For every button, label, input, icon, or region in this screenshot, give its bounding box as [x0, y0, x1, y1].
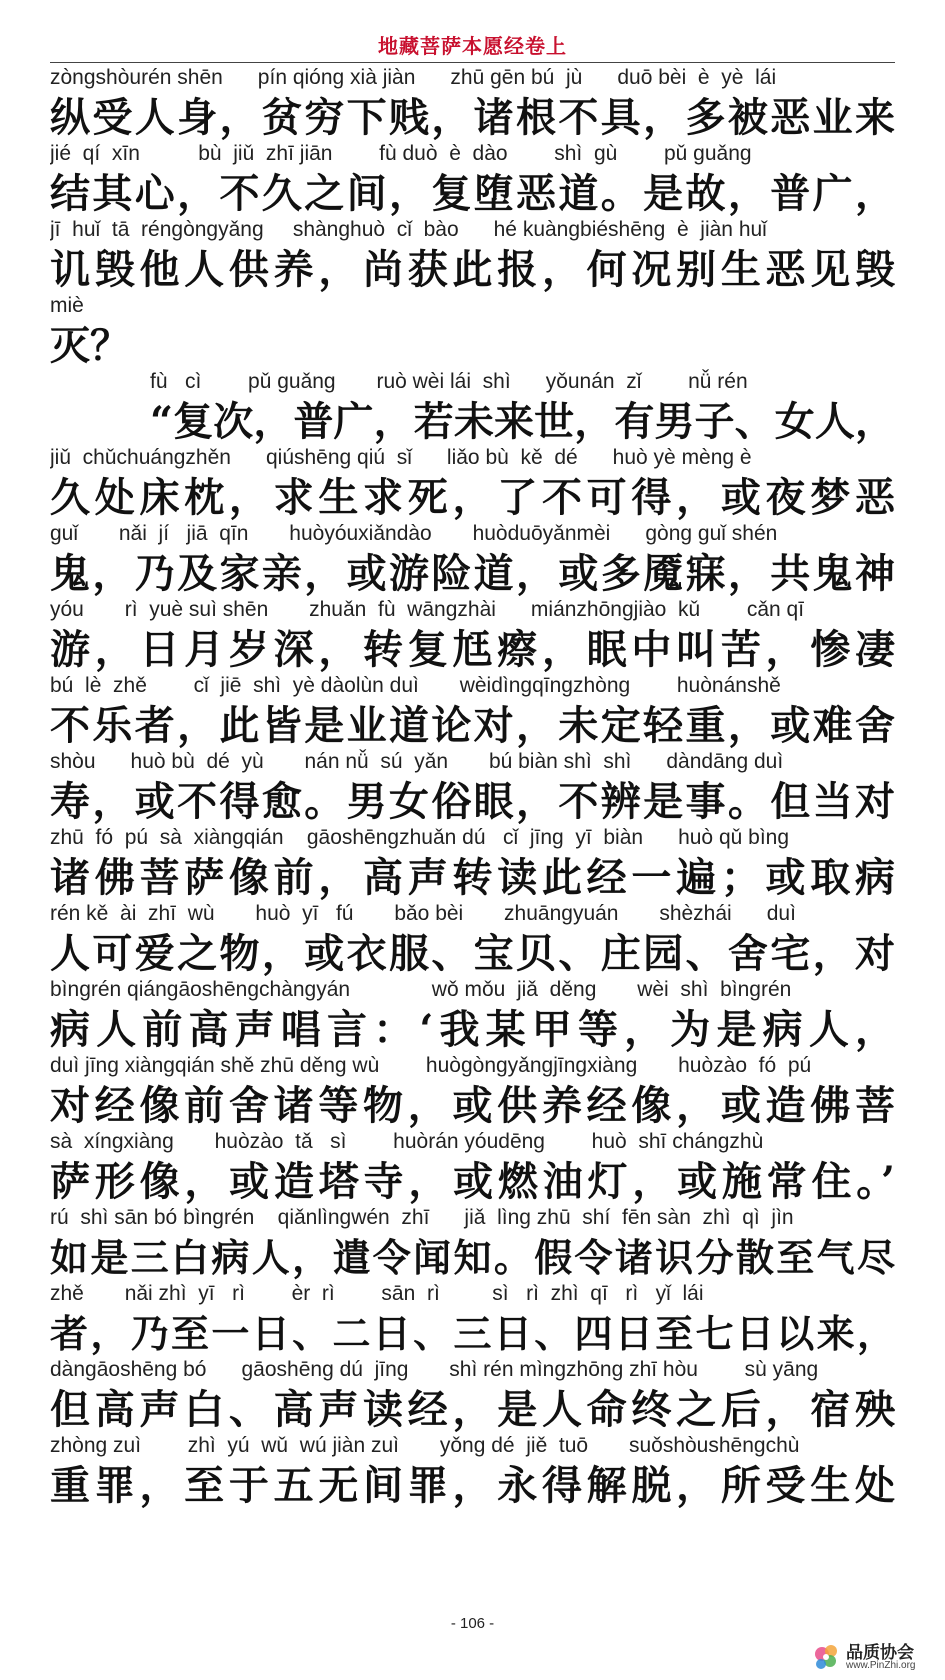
hanzi-row: 萨形像，或造塔寺，或燃油灯，或施常住。’ — [50, 1158, 895, 1205]
hanzi-row: 人可爱之物，或衣服、宝贝、庄园、舍宅，对 — [50, 930, 895, 977]
hanzi-row: “复次，普广，若未来世，有男子、女人， — [150, 398, 895, 445]
pinyin-row: jī huǐ tā réngòngyǎng shànghuò cǐ bào hé kuàngbiéshēng è jiàn huǐ — [50, 218, 767, 241]
hanzi-row: 结其心，不久之间，复堕恶道。是故，普广， — [50, 170, 895, 217]
pinyin-row: shòu huò bù dé yù nán nǚ sú yǎn bú biàn shì shì dàndāng duì — [50, 750, 784, 773]
hanzi-row: 久处床枕，求生求死，了不可得，或夜梦恶 — [50, 474, 895, 521]
text-line — [50, 140, 895, 220]
pinyin-row: zhě nǎi zhì yī rì èr rì sān rì sì rì zhì qī rì yǐ lái — [50, 1282, 704, 1305]
pinyin-row: duì jīng xiàngqián shě zhū děng wù huògòngyǎngjīngxiàng huòzào fó pú — [50, 1054, 812, 1077]
text-line — [50, 292, 895, 372]
text-line — [50, 976, 895, 1056]
text-line — [50, 1280, 895, 1360]
hanzi-row: 鬼，乃及家亲，或游险道，或多魇寐，共鬼神 — [50, 550, 895, 597]
hanzi-row: 重罪，至于五无间罪，永得解脱，所受生处 — [50, 1462, 895, 1509]
hanzi-row: 对经像前舍诸等物，或供养经像，或造佛菩 — [50, 1082, 895, 1129]
hanzi-row: 灭？ — [50, 322, 130, 369]
hanzi-row: 游，日月岁深，转复尪瘵，眠中叫苦，惨凄 — [50, 626, 895, 673]
pinyin-row: miè — [50, 294, 84, 317]
text-line — [50, 900, 895, 980]
pinyin-row: bú lè zhě cǐ jiē shì yè dàolùn duì wèidìngqīngzhòng huònánshě — [50, 674, 781, 697]
flower-logo-icon — [812, 1640, 842, 1674]
pinyin-row: bìngrén qiángāoshēngchàngyán wǒ mǒu jiǎ děng wèi shì bìngrén — [50, 978, 792, 1001]
pinyin-row: zhū fó pú sà xiàngqián gāoshēngzhuǎn dú cǐ jīng yī biàn huò qǔ bìng — [50, 826, 790, 849]
pinyin-row: fù cì pǔ guǎng ruò wèi lái shì yǒunán zǐ nǚ rén — [150, 370, 748, 393]
pinyin-row: dàngāoshēng bó gāoshēng dú jīng shì rén mìngzhōng zhī hòu sù yāng — [50, 1358, 819, 1381]
hanzi-row: 寿，或不得愈。男女俗眼，不辨是事。但当对 — [50, 778, 895, 825]
hanzi-row: 者，乃至一日、二日、三日、四日至七日以来， — [50, 1311, 895, 1356]
logo-url: www.PinZhi.org — [846, 1660, 916, 1671]
pinyin-row: jié qí xīn bù jiǔ zhī jiān fù duò è dào shì gù pǔ guǎng — [50, 142, 752, 165]
text-line — [50, 1052, 895, 1132]
text-line — [50, 824, 895, 904]
hanzi-row: 诸佛菩萨像前，高声转读此经一遍；或取病 — [50, 854, 895, 901]
logo-title: 品质协会 — [846, 1643, 914, 1663]
text-line — [50, 1432, 895, 1512]
page-number: - 106 - — [450, 1615, 495, 1632]
text-line — [50, 672, 895, 752]
pinyin-row: rú shì sān bó bìngrén qiǎnlìngwén zhī jiǎ lìng zhū shí fēn sàn zhì qì jìn — [50, 1206, 794, 1229]
hanzi-row: 如是三白病人，遣令闻知。假令诸识分散至气尽 — [50, 1235, 895, 1280]
pinyin-row: zòngshòurén shēn pín qióng xià jiàn zhū gēn bú jù duō bèi è yè lái — [50, 66, 777, 89]
page-header — [50, 22, 895, 63]
hanzi-row: 病人前高声唱言：‘我某甲等，为是病人， — [50, 1006, 895, 1053]
text-line — [50, 1128, 895, 1208]
hanzi-row: 不乐者，此皆是业道论对，未定轻重，或难舍 — [50, 702, 895, 749]
hanzi-row: 纵受人身，贫穷下贱，诸根不具，多被恶业来 — [50, 94, 895, 141]
pinyin-row: zhòng zuì zhì yú wǔ wú jiàn zuì yǒng dé jiě tuō suǒshòushēngchù — [50, 1434, 800, 1457]
text-line — [50, 748, 895, 828]
text-line — [50, 520, 895, 600]
text-line — [50, 1356, 895, 1436]
text-line — [50, 216, 895, 296]
pinyin-row: jiǔ chǔchuángzhěn qiúshēng qiú sǐ liǎo bù kě dé huò yè mèng è — [50, 446, 752, 469]
pinyin-row: guǐ nǎi jí jiā qīn huòyóuxiǎndào huòduōyǎnmèi gòng guǐ shén — [50, 522, 778, 545]
site-logo[interactable] — [812, 1638, 940, 1676]
pinyin-row: rén kě ài zhī wù huò yī fú bǎo bèi zhuāngyuán shèzhái duì — [50, 902, 796, 925]
text-line — [50, 368, 895, 448]
pinyin-row: yóu rì yuè suì shēn zhuǎn fù wāngzhài miánzhōngjiào kǔ cǎn qī — [50, 598, 805, 621]
pinyin-row: sà xíngxiàng huòzào tǎ sì huòrán yóudēng huò shī chángzhù — [50, 1130, 764, 1153]
hanzi-row: 但高声白、高声读经，是人命终之后，宿殃 — [50, 1386, 895, 1433]
text-line — [50, 64, 895, 144]
text-line — [50, 596, 895, 676]
text-line — [50, 444, 895, 524]
text-line — [50, 1204, 895, 1284]
header-title: 地藏菩萨本愿经卷上 — [378, 34, 567, 58]
hanzi-row: 讥毁他人供养，尚获此报，何况别生恶见毁 — [50, 246, 895, 293]
